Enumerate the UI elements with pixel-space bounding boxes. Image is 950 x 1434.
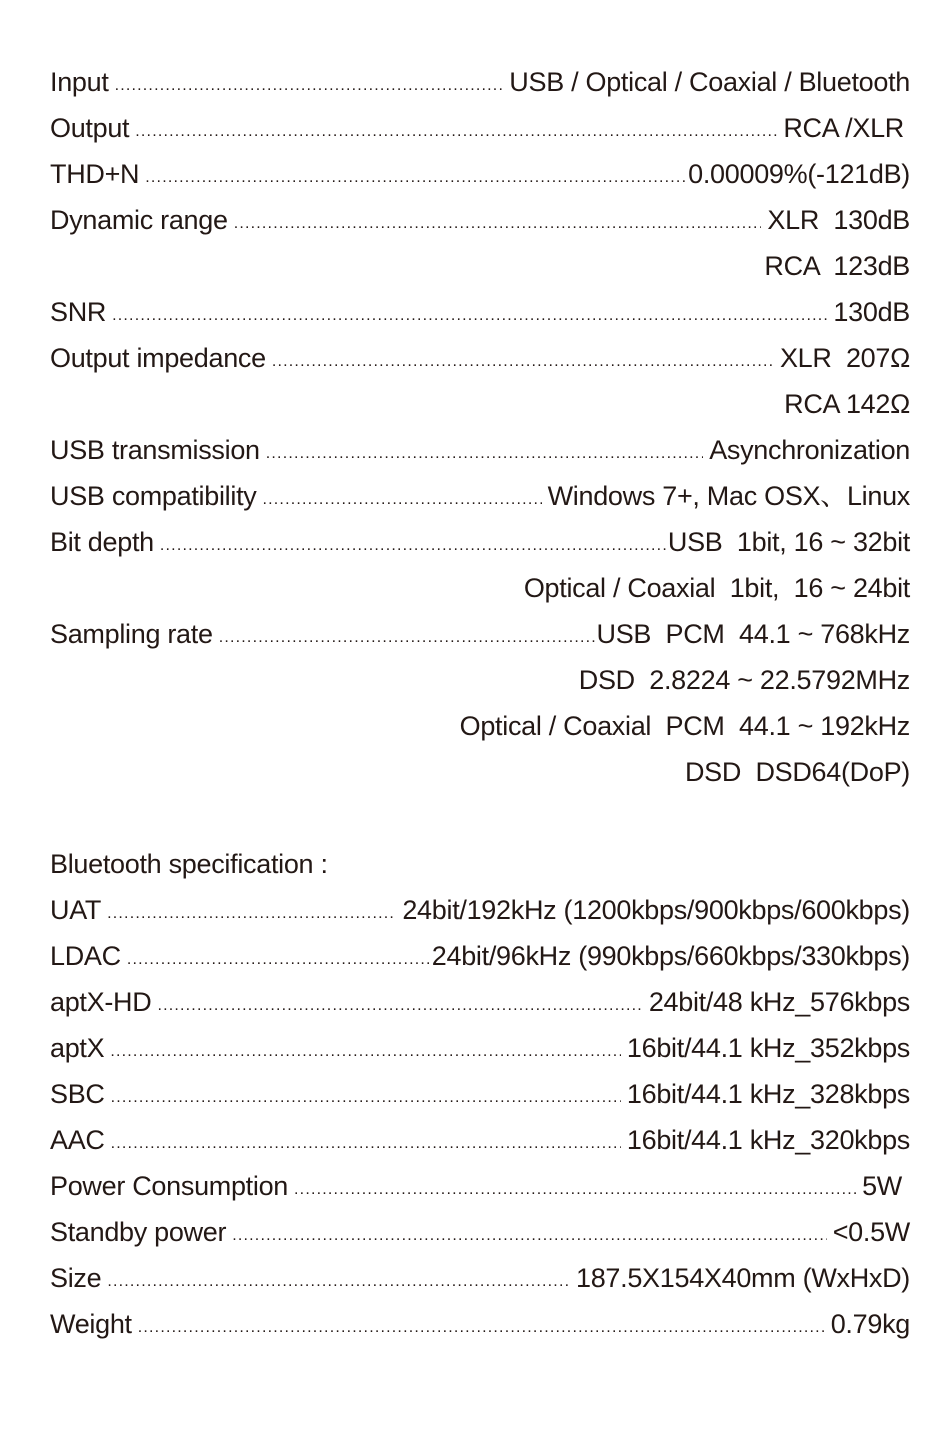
spec-row-output [50,108,910,154]
spec-value: USB / Optical / Coaxial / Bluetooth [509,67,910,97]
spec-row-thdn [50,154,910,200]
spec-row-continuation [50,384,910,430]
spec-value: 0.00009%(-121dB) [688,159,910,189]
codec-label: AAC [50,1125,105,1155]
spec-row-sampling-rate [50,614,910,660]
dot-leader [107,1262,570,1302]
codec-row-uat [50,890,910,936]
spec-value: USB PCM 44.1 ~ 768kHz [596,619,910,649]
spec-row-output-impedance [50,338,910,384]
spec-value: XLR 207Ω [779,343,910,373]
dot-leader [138,1308,825,1348]
dot-leader [266,434,703,474]
spec-value: Asynchronization [709,435,910,465]
codec-row-aac [50,1120,910,1166]
codec-value: 16bit/44.1 kHz_320kbps [626,1125,910,1155]
codec-label: UAT [50,895,102,925]
dot-leader [115,66,504,106]
dot-leader [262,480,541,520]
codec-row-ldac [50,936,910,982]
codec-row-sbc [50,1074,910,1120]
spec-label: Weight [50,1309,132,1339]
spec-label: Standby power [50,1217,227,1247]
codec-value: 24bit/96kHz (990kbps/660kbps/330kbps) [431,941,910,971]
spec-label: Dynamic range [50,205,228,235]
codec-value: 24bit/48 kHz_576kbps [648,987,910,1017]
spec-row-continuation [50,706,910,752]
dot-leader [232,1216,826,1256]
dot-leader [145,158,688,198]
spec-value: 5W [862,1171,902,1201]
section-spacer [50,798,910,844]
spec-row-usb-compatibility [50,476,910,522]
spec-value: DSD DSD64(DoP) [684,757,910,787]
dot-leader [127,940,432,980]
spec-value: 0.79kg [830,1309,910,1339]
spec-label: Input [50,67,109,97]
spec-row-bit-depth [50,522,910,568]
spec-value: 187.5X154X40mm (WxHxD) [575,1263,910,1293]
spec-value: RCA 123dB [764,251,910,281]
spec-label: Sampling rate [50,619,213,649]
dot-leader [107,894,396,934]
dot-leader [294,1170,856,1210]
spec-value: RCA 142Ω [784,389,910,419]
spec-value: Windows 7+, Mac OSX、Linux [547,481,910,511]
codec-label: SBC [50,1079,105,1109]
spec-label: Output impedance [50,343,266,373]
spec-label: SNR [50,297,107,327]
spec-row-continuation [50,246,910,292]
spec-label: USB compatibility [50,481,257,511]
dot-leader [111,1078,621,1118]
dot-leader [110,1032,621,1072]
codec-label: LDAC [50,941,121,971]
spec-row-input [50,62,910,108]
dot-leader [160,526,666,566]
spec-label: Power Consumption [50,1171,289,1201]
spec-row-continuation [50,752,910,798]
spec-label: USB transmission [50,435,260,465]
spec-row-size [50,1258,910,1304]
spec-value: Optical / Coaxial 1bit, 16 ~ 24bit [523,573,910,603]
dot-leader [272,342,774,382]
codec-label: aptX-HD [50,987,152,1017]
spec-row-standby-power [50,1212,910,1258]
spec-row-dynamic-range [50,200,910,246]
dot-leader [157,986,642,1026]
dot-leader [112,296,827,336]
codec-value: 24bit/192kHz (1200kbps/900kbps/600kbps) [402,895,910,925]
codec-row-aptx [50,1028,910,1074]
codec-value: 16bit/44.1 kHz_328kbps [626,1079,910,1109]
spec-label: Output [50,113,130,143]
spec-value: RCA /XLR [783,113,904,143]
spec-label: Bit depth [50,527,154,557]
dot-leader [219,618,595,658]
spec-value: <0.5W [832,1217,910,1247]
spec-label: THD+N [50,159,140,189]
spec-value: DSD 2.8224 ~ 22.5792MHz [578,665,910,695]
spec-value: 130dB [833,297,910,327]
spec-row-weight [50,1304,910,1350]
spec-row-snr [50,292,910,338]
spec-value: Optical / Coaxial PCM 44.1 ~ 192kHz [459,711,910,741]
spec-row-power-consumption [50,1166,910,1212]
codec-row-aptx-hd [50,982,910,1028]
spec-value: XLR 130dB [767,205,910,235]
bluetooth-heading: Bluetooth specification : [50,849,328,879]
codec-value: 16bit/44.1 kHz_352kbps [626,1033,910,1063]
dot-leader [111,1124,621,1164]
codec-label: aptX [50,1033,105,1063]
spec-row-continuation [50,660,910,706]
spec-value: USB 1bit, 16 ~ 32bit [667,527,910,557]
spec-row-continuation [50,568,910,614]
spec-row-usb-transmission [50,430,910,476]
dot-leader [135,112,777,152]
spec-sheet [50,62,910,1350]
spec-label: Size [50,1263,102,1293]
dot-leader [234,204,762,244]
